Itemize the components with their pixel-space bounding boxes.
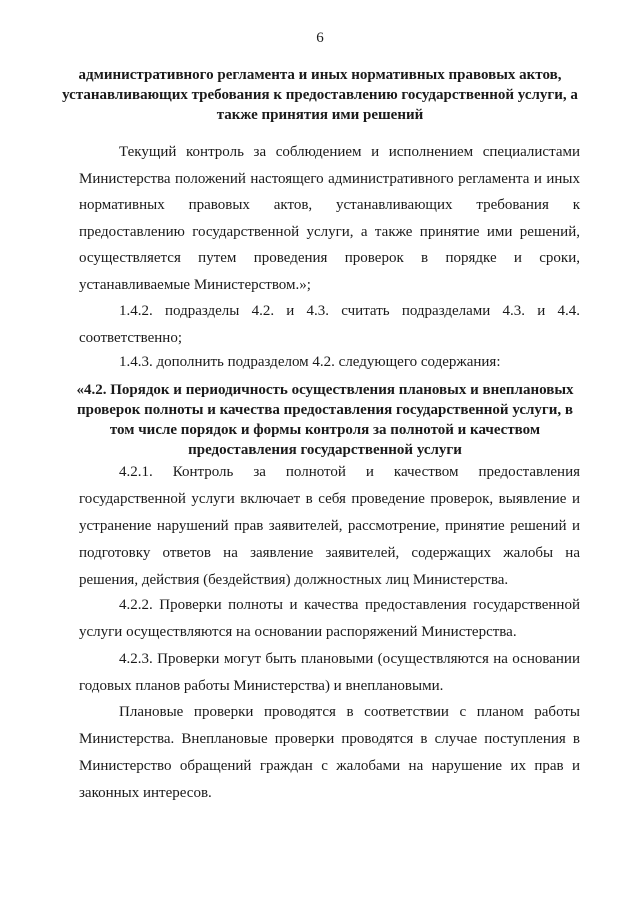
paragraph-1-4-3: 1.4.3. дополнить подразделом 4.2. следующего содержания: <box>119 354 501 370</box>
page-number: 6 <box>316 30 324 46</box>
section-heading-continuation: административного регламента и иных нормативных правовых актов, устанавливающих требования к предоставлению государственной услуги, а также принятия ими решений <box>62 67 578 123</box>
paragraph-4-2-2: 4.2.2. Проверки полноты и качества предоставления государственной услуги осуществляются на основании распоряжений Министерства. <box>79 597 580 640</box>
section-heading-4-2: «4.2. Порядок и периодичность осуществления плановых и внеплановых проверок полноты и качества предоставления государственной услуги, в том числе порядок и формы контроля за полнотой и качеством предоставления государственной услуги <box>76 382 574 458</box>
paragraph-current-control: Текущий контроль за соблюдением и исполнением специалистами Министерства положений настоящего административного регламента и иных нормативных правовых актов, устанавливающих требования к предоставлению государственной услуги, а также принятие ими решений, осуществляется путем проведения проверок в порядке и сроки, устанавливаемые Министерством.»; <box>79 144 580 293</box>
paragraph-planned-checks: Плановые проверки проводятся в соответствии с планом работы Министерства. Внеплановые проверки проводятся в случае поступления в Министерство обращений граждан с жалобами на нарушение их прав и законных интересов. <box>79 704 580 801</box>
paragraph-4-2-1: 4.2.1. Контроль за полнотой и качеством предоставления государственной услуги включает в себя проведение проверок, выявление и устранение нарушений прав заявителей, рассмотрение, принятие решений и подготовку ответов на заявление заявителей, содержащих жалобы на решения, действия (бездействия) должностных лиц Министерства. <box>79 464 580 588</box>
paragraph-4-2-3: 4.2.3. Проверки могут быть плановыми (осуществляются на основании годовых планов работы Министерства) и внеплановыми. <box>79 651 580 694</box>
paragraph-1-4-2: 1.4.2. подразделы 4.2. и 4.3. считать подразделами 4.3. и 4.4. соответственно; <box>79 303 580 346</box>
